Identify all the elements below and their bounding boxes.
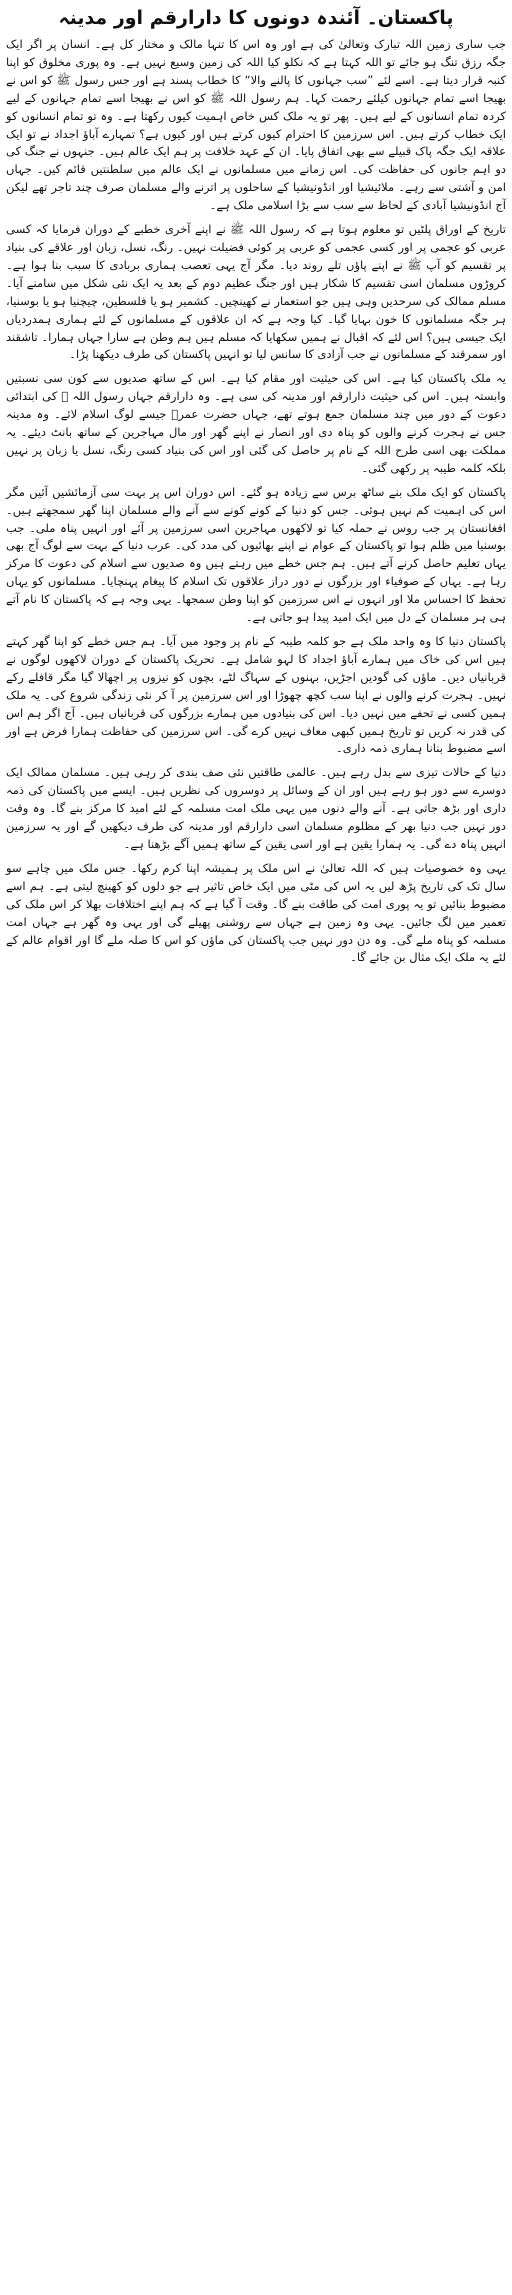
paragraph: پاکستان دنیا کا وہ واحد ملک ہے جو کلمہ طیبہ کے نام پر وجود میں آیا۔ ہم جس خطے کو اپنا گھر کہتے ہیں اس کی خاک میں ہمارے آباؤ اجداد کا لہو شامل ہے۔ تحریک پاکستان کے دوران لاکھوں لوگوں نے قربانیاں دیں۔ ماؤں کی گودیں اجڑیں، بہنوں کے سہاگ لٹے، بچوں کو نیزوں پر اچھالا گیا مگر قافلے رکے نہیں۔ ہجرت کرنے والوں نے اپنا سب کچھ چھوڑا اور اس سرزمین پر آ کر نئی زندگی شروع کی۔ یہ ملک ہمیں کسی نے تحفے میں نہیں دیا۔ اس کی بنیادوں میں ہمارے بزرگوں کی قربانیاں ہیں۔ آج اگر ہم اس کی قدر نہ کریں تو تاریخ ہمیں کبھی معاف نہیں کرے گی۔ اس سرزمین کی حفاظت ہمارا فرض ہے اور اسے مضبوط بنانا ہماری ذمہ داری۔: [6, 634, 506, 756]
paragraph: یہی وہ خصوصیات ہیں کہ اللہ تعالیٰ نے اس ملک پر ہمیشہ اپنا کرم رکھا۔ جس ملک میں چاہے سو سال تک کی تاریخ پڑھ لیں یہ اس کی مٹی میں ایک خاص تاثیر ہے جو دلوں کو کھینچ لیتی ہے۔ ہم اسے مضبوط بنائیں تو یہ پوری امت کی طاقت بنے گا۔ وقت آ گیا ہے کہ ہم اپنے اختلافات بھلا کر اس ملک کی تعمیر میں لگ جائیں۔ یہی وہ زمین ہے جہاں سے روشنی پھیلے گی اور یہی وہ گھر ہے جہاں امت مسلمہ کو پناہ ملے گی۔ وہ دن دور نہیں جب پاکستان کی ماؤں کو اس کا صلہ ملے گا اور اقوام عالم کے لئے یہ ملک ایک مثال بن جائے گا۔: [6, 860, 506, 965]
paragraph: جب ساری زمین اللہ تبارک وتعالیٰ کی ہے اور وہ اس کا تنہا مالک و مختار کل ہے۔ انسان پر اگر ایک جگہ رزق تنگ ہو جائے تو اللہ کہتا ہے کہ نکلو کیا اللہ کی زمین وسیع نہیں ہے۔ وہ پوری مخلوق کو اپنا کنبہ قرار دیتا ہے۔ اسے لئے ”سب جہانوں کا پالنے والا“ کا خطاب پسند ہے اور جس رسول ﷺ کو اس نے بھیجا اسے تمام جہانوں کیلئے رحمت کہا۔ ہم رسول اللہ ﷺ کو اس نے بھیجا اسے تمام جہانوں کے لیے کردہ تمام انسانوں کے لیے ہیں۔ پھر تو یہ ملک کس خاص اہمیت کیوں رکھتا ہے۔ وہ تو تمام انسانوں کو ایک خطاب کرتے ہیں۔ اس سرزمین کا احترام کیوں کرتے ہیں اور کیوں ہے؟ تمہارے آباؤ اجداد نے تو ایک علاقہ ایک جگہ پاک قبیلے سے بھی اتفاق پایا۔ ان کے عہد خلافت پر ہم ایک عالم ہیں۔ جنہوں نے جنگ کی دو اہم جانوں کی حفاظت کی۔ اس زمانے میں مسلمانوں نے ایک عالم میں سلطنتیں قائم کیں۔ جہاں امن و آشتی سے رہے۔ ملائیشیا اور انڈونیشیا کے ساحلوں پر اترنے والے مسلمان صرف چند تاجر تھے لیکن آج انڈونیشیا آبادی کے لحاظ سے سب سے بڑا اسلامی ملک ہے۔: [6, 37, 506, 213]
paragraph: پاکستان کو ایک ملک بنے ساٹھ برس سے زیادہ ہو گئے۔ اس دوران اس پر بہت سی آزمائشیں آئیں مگر اس کی اہمیت کم نہیں ہوئی۔ جس کو دنیا کے کونے کونے سے آنے والے مسلمان اپنا گھر سمجھتے ہیں۔ افغانستان پر جب روس نے حملہ کیا تو لاکھوں مہاجرین اسی سرزمین پر آئے اور انہیں پناہ ملی۔ جب بوسنیا میں ظلم ہوا تو پاکستان کے عوام نے اپنے بھائیوں کی مدد کی۔ عرب دنیا کے بہت سے لوگ آج بھی یہاں تعلیم حاصل کرنے آتے ہیں۔ ہم جس خطے میں رہتے ہیں وہ صدیوں سے اسلام کی دعوت کا مرکز رہا ہے۔ یہاں کے صوفیاء اور بزرگوں نے دور دراز علاقوں تک اسلام کا پیغام پہنچایا۔ مسلمانوں کو یہاں تحفظ کا احساس ملا اور انہوں نے اس سرزمین کو اپنا وطن سمجھا۔ یہی وجہ ہے کہ پاکستان کا نام آتے ہی ہر مسلمان کے دل میں ایک امید پیدا ہو جاتی ہے۔: [6, 484, 506, 625]
paragraph: دنیا کے حالات تیزی سے بدل رہے ہیں۔ عالمی طاقتیں نئی صف بندی کر رہی ہیں۔ مسلمان ممالک ایک دوسرے سے دور ہو رہے ہیں اور ان کے وسائل پر دوسروں کی نظریں ہیں۔ ایسے میں پاکستان کی ذمہ داری اور بڑھ جاتی ہے۔ آنے والے دنوں میں یہی ملک امت مسلمہ کے لئے امید کا مرکز بنے گا۔ وہ وقت دور نہیں جب دنیا بھر کے مظلوم مسلمان اسی دارارقم اور مدینہ کی طرف دیکھیں گے اور یہ سرزمین انہیں پناہ دے گی۔ یہ ہمارا یقین ہے اور اسی یقین کے ساتھ ہمیں آگے بڑھنا ہے۔: [6, 765, 506, 851]
paragraph: یہ ملک پاکستان کیا ہے۔ اس کی حیثیت اور مقام کیا ہے۔ اس کے ساتھ صدیوں سے کون سی نسبتیں وابستہ ہیں۔ اس کی حیثیت دارارقم اور مدینہ کی سی ہے۔ وہ دارارقم جہاں رسول اللہ ﷺ کی ابتدائی دعوت کے دور میں چند مسلمان جمع ہوتے تھے، جہاں حضرت عمرؓ جیسے لوگ اسلام لائے۔ وہ مدینہ جس نے ہجرت کرنے والوں کو پناہ دی اور انصار نے اپنے گھر اور مال مہاجرین کے ساتھ بانٹ دیئے۔ یہ مملکت بھی اسی طرح اللہ کے نام پر حاصل کی گئی اور اس کی بنیاد کسی رنگ، نسل یا زبان پر نہیں بلکہ کلمہ طیبہ پر رکھی گئی۔: [6, 371, 506, 475]
paragraph: تاریخ کے اوراق پلٹیں تو معلوم ہوتا ہے کہ رسول اللہ ﷺ نے اپنے آخری خطبے کے دوران فرمایا کہ کسی عربی کو عجمی پر اور کسی عجمی کو عربی پر کوئی فضیلت نہیں۔ رنگ، نسل، زبان اور علاقے کی بنیاد پر تقسیم کو آپ ﷺ نے اپنے پاؤں تلے روند دیا۔ مگر آج یہی تعصب ہماری بربادی کا سبب بنا ہوا ہے۔ کروڑوں مسلمان اسی تقسیم کا شکار ہیں اور جنگ عظیم دوم کے بعد یہ ایک نئی شکل میں سامنے آیا۔ مسلم ممالک کی سرحدیں وہی ہیں جو استعمار نے کھینچیں۔ کشمیر ہو یا فلسطین، چیچنیا ہو یا بوسنیا، ہر جگہ مسلمانوں کا خون بہایا گیا۔ کیا وجہ ہے کہ ان علاقوں کے مسلمانوں کے لئے ہماری ہمدردیاں ایک جیسی ہیں؟ اس لئے کہ اقبال نے ہمیں سکھایا کہ مسلم ہیں ہم وطن ہے سارا جہاں ہمارا۔ تاشقند اور سمرقند کے مسلمانوں نے جب آزادی کا سانس لیا تو انہیں پاکستان کی طرف دیکھنا پڑا۔: [6, 222, 506, 362]
article-title: پاکستان۔ آئندہ دونوں کا دارارقم اور مدینہ: [58, 7, 454, 29]
article-body: [6, 36, 506, 967]
